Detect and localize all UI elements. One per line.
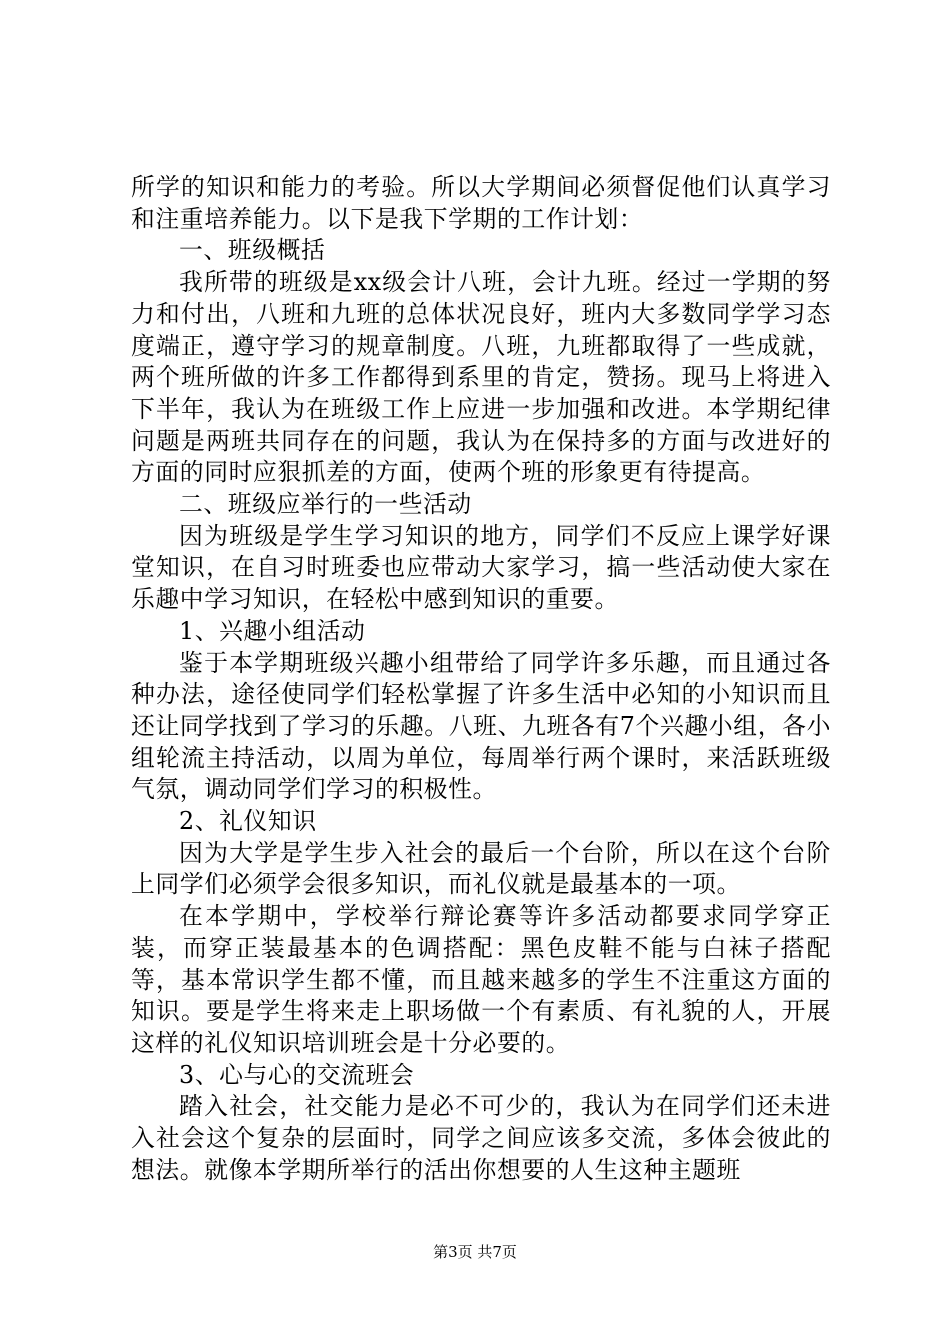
- section-heading: 一、班级概括: [179, 236, 326, 265]
- document-body: [131, 172, 831, 1187]
- subsection-heading: 3、心与心的交流班会: [179, 1060, 415, 1089]
- paragraph: 在本学期中，学校举行辩论赛等许多活动都要求同学穿正装，而穿正装最基本的色调搭配：黑色皮鞋不能与白袜子搭配等，基本常识学生都不懂，而且越来越多的学生不注重这方面的知识。要是学生将来走上职场做一个有素质、有礼貌的人，开展这样的礼仪知识培训班会是十分必要的。: [131, 902, 831, 1057]
- page-number-footer: 第3页 共7页: [433, 1243, 517, 1261]
- paragraph: 鉴于本学期班级兴趣小组带给了同学许多乐趣，而且通过各种办法，途径使同学们轻松掌握了许多生活中必知的小知识而且还让同学找到了学习的乐趣。八班、九班各有7个兴趣小组，各小组轮流主持活动，以周为单位，每周举行两个课时，来活跃班级气氛，调动同学们学习的积极性。: [131, 648, 831, 804]
- paragraph: 所学的知识和能力的考验。所以大学期间必须督促他们认真学习和注重培养能力。以下是我下学期的工作计划：: [131, 173, 831, 233]
- subsection-heading: 1、兴趣小组活动: [179, 616, 366, 645]
- paragraph: 因为大学是学生步入社会的最后一个台阶，所以在这个台阶上同学们必须学会很多知识，而礼仪就是最基本的一项。: [131, 838, 831, 899]
- paragraph: 因为班级是学生学习知识的地方，同学们不反应上课学好课堂知识，在自习时班委也应带动大家学习，搞一些活动使大家在乐趣中学习知识，在轻松中感到知识的重要。: [131, 521, 831, 614]
- paragraph: 我所带的班级是xx级会计八班，会计九班。经过一学期的努力和付出，八班和九班的总体状况良好，班内大多数同学学习态度端正，遵守学习的规章制度。八班，九班都取得了一些成就，两个班所做的许多工作都得到系里的肯定，赞扬。现马上将进入下半年，我认为在班级工作上应进一步加强和改进。本学期纪律问题是两班共同存在的问题，我认为在保持多的方面与改进好的方面的同时应狠抓差的方面，使两个班的形象更有待提高。: [131, 268, 831, 487]
- section-heading: 二、班级应举行的一些活动: [179, 490, 472, 519]
- subsection-heading: 2、礼仪知识: [179, 807, 317, 836]
- paragraph: 踏入社会，社交能力是必不可少的，我认为在同学们还未进入社会这个复杂的层面时，同学之间应该多交流，多体会彼此的想法。就像本学期所举行的活出你想要的人生这种主题班: [131, 1092, 831, 1184]
